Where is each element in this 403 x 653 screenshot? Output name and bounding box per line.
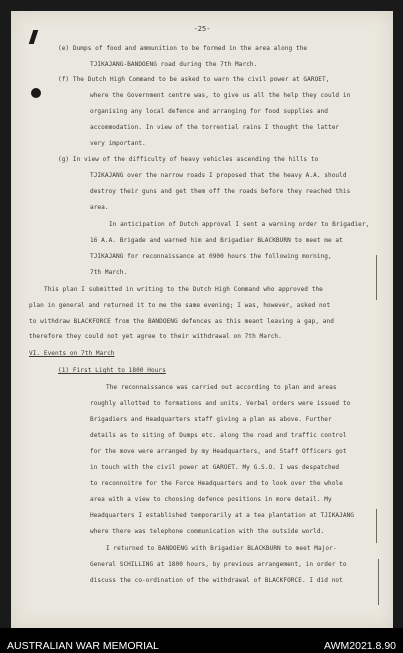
text-line: for the move were arranged by my Headquarters, and Staff Officers got xyxy=(90,448,347,455)
text-line: In anticipation of Dutch approval I sent a warning order to Brigadier, xyxy=(109,221,370,228)
text-line: (f) The Dutch High Command to be asked to warn the civil power at GAROET, xyxy=(58,76,330,83)
text-line: (e) Dumps of food and ammunition to be formed in the area along the xyxy=(58,45,308,52)
subsection-heading: (1) First Light to 1800 Hours xyxy=(58,367,166,374)
text-line: Headquarters I established temporarily at a tea plantation at TJIKAJANG xyxy=(90,512,355,519)
text-line: The reconnaissance was carried out according to plan and areas xyxy=(106,384,337,391)
text-line: in touch with the civil power at GAROET. My G.S.O. I was despatched xyxy=(90,464,340,471)
text-line: therefore they could not yet agree to their withdrawal on 7th March. xyxy=(29,333,282,340)
text-line: to withdraw BLACKFORCE from the BANDOENG defences as this meant leaving a gap, and xyxy=(29,318,334,325)
document-page xyxy=(11,11,393,628)
reference-number: AWM2021.8.90 xyxy=(324,640,396,652)
text-line: accommodation. In view of the torrential rains I thought the latter xyxy=(90,124,340,131)
text-line: This plan I submitted in writing to the Dutch High Command who approved the xyxy=(44,286,323,293)
text-line: area with a view to choosing defence positions in more detail. My xyxy=(90,496,332,503)
margin-line xyxy=(376,509,377,543)
text-line: details as to siting of Dumps etc. along the road and traffic control xyxy=(90,432,347,439)
text-line: roughly allotted to formations and units. Verbal orders were issued to xyxy=(90,400,351,407)
punch-hole xyxy=(31,88,41,98)
text-line: very important. xyxy=(90,140,146,147)
text-line: to reconnoitre for the Force Headquarters and to look over the whole xyxy=(90,480,343,487)
text-line: 16 A.A. Brigade and warned him and Brigadier BLACKBURN to meet me at xyxy=(90,237,343,244)
margin-line xyxy=(376,255,377,300)
text-line: where there was telephone communication with the outside world. xyxy=(90,528,325,535)
text-line: discuss the co-ordination of the withdrawal of BLACKFORCE. I did not xyxy=(90,577,343,584)
footer-bar xyxy=(0,628,403,653)
page-number: -25- xyxy=(193,25,211,33)
text-line: organising any local defence and arranging for food supplies and xyxy=(90,108,328,115)
section-heading: VI. Events on 7th March xyxy=(29,350,115,357)
text-line: I returned to BANDOENG with Brigadier BLACKBURN to meet Major- xyxy=(106,545,337,552)
text-line: destroy their guns and get them off the roads before they reached this xyxy=(90,188,351,195)
text-line: TJIKAJANG over the narrow roads I proposed that the heavy A.A. should xyxy=(90,172,347,179)
source-label: AUSTRALIAN WAR MEMORIAL xyxy=(7,640,159,652)
text-line: TJIKAJANG-BANDOENG road during the 7th March. xyxy=(90,61,258,68)
text-line: 7th March. xyxy=(90,269,128,276)
text-line: where the Government centre was, to give us all the help they could in xyxy=(90,92,351,99)
text-line: plan in general and returned it to me the same evening; I was, however, asked not xyxy=(29,302,331,309)
text-line: TJIKAJANG for reconnaissance at 0900 hours the following morning, xyxy=(90,253,332,260)
text-line: General SCHILLING at 1800 hours, by previous arrangement, in order to xyxy=(90,561,347,568)
margin-line xyxy=(378,559,379,605)
text-line: Brigadiers and Headquarters staff giving a plan as above. Further xyxy=(90,416,332,423)
text-line: (g) In view of the difficulty of heavy vehicles ascending the hills to xyxy=(58,156,319,163)
text-line: area. xyxy=(90,204,109,211)
